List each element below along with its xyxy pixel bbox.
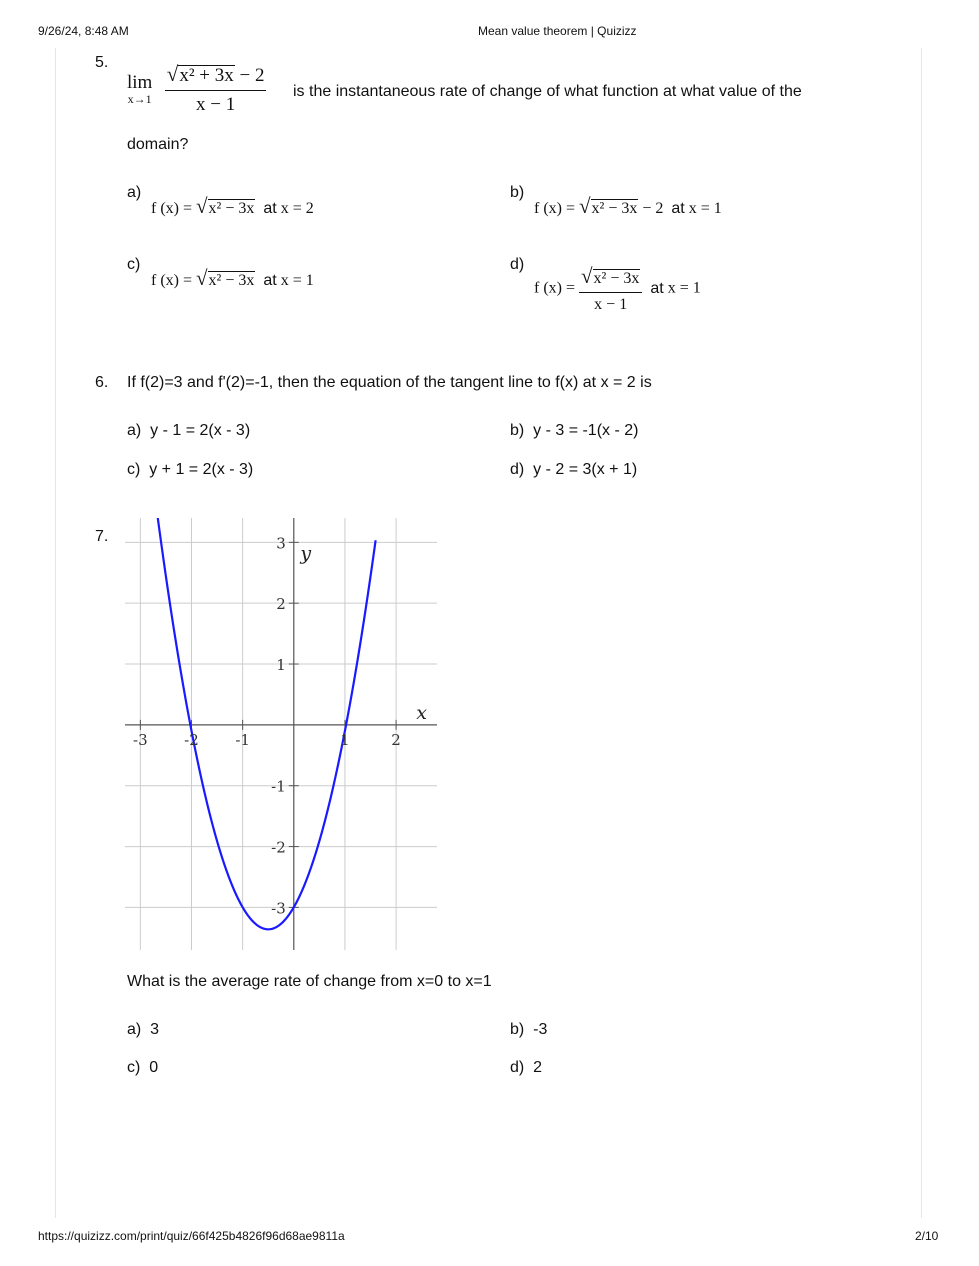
q6-option-c[interactable]: c) y + 1 = 2(x - 3) (127, 461, 254, 478)
q7-option-d[interactable]: d) 2 (510, 1059, 543, 1076)
q5-option-a-label: a) (127, 184, 142, 201)
y-tick-label: -1 (271, 777, 286, 796)
question-7-text: What is the average rate of change from x=0 to x=1 (127, 973, 492, 990)
q5-option-c[interactable]: f (x) = √x² − 3x at x = 1 (151, 266, 314, 290)
y-tick-label: 3 (276, 534, 286, 553)
limit-operator: lim x→1 (127, 71, 153, 106)
q7-option-c[interactable]: c) 0 (127, 1059, 159, 1076)
q5-option-d[interactable]: f (x) = $\frac{\text{√x² − 3x}}{x - 1}$ at x = 1 (534, 264, 701, 313)
y-tick-label: -2 (271, 838, 286, 857)
page-title: Mean value theorem | Quizizz (478, 24, 637, 38)
x-tick-label: 2 (391, 730, 401, 749)
x-tick-label: 1 (340, 730, 350, 749)
question-7-number: 7. (95, 528, 109, 545)
q5-option-b-label: b) (510, 184, 525, 201)
question-6-number: 6. (95, 374, 109, 391)
q6-option-b[interactable]: b) y - 3 = -1(x - 2) (510, 422, 639, 439)
y-axis-label: y (300, 542, 312, 565)
q6-option-a[interactable]: a) y - 1 = 2(x - 3) (127, 422, 251, 439)
footer-url[interactable]: https://quizizz.com/print/quiz/66f425b4826f96d68ae9811a (38, 1229, 345, 1243)
q5-option-c-label: c) (127, 256, 141, 273)
x-tick-label: -1 (235, 730, 250, 749)
q7-option-b[interactable]: b) -3 (510, 1021, 548, 1038)
x-tick-label: -2 (184, 730, 199, 749)
print-datetime: 9/26/24, 8:48 AM (38, 24, 129, 38)
question-6-text: If f(2)=3 and f'(2)=-1, then the equation of the tangent line to f(x) at x = 2 is (127, 374, 652, 391)
y-tick-label: 1 (276, 656, 286, 675)
question-5-expression (127, 62, 266, 116)
q5-option-a[interactable]: f (x) = √x² − 3x at x = 2 (151, 194, 314, 218)
question-5-text-cont: domain? (127, 136, 189, 153)
x-tick-label: -3 (133, 730, 148, 749)
y-tick-label: -3 (271, 899, 286, 918)
limit-fraction: $\frac{\text{√x² + 3x − 2}}{x - 1}$ (166, 62, 265, 115)
left-margin-line (55, 48, 56, 1218)
parabola-graph (125, 518, 437, 950)
q5-option-d-label: d) (510, 256, 525, 273)
q7-option-a[interactable]: a) 3 (127, 1021, 160, 1038)
page-number: 2/10 (915, 1229, 939, 1243)
question-5-number: 5. (95, 54, 109, 71)
q5-option-b[interactable]: f (x) = √x² − 3x − 2 at x = 1 (534, 194, 722, 218)
right-margin-line (921, 48, 922, 1218)
question-5-text: is the instantaneous rate of change of what function at what value of the (293, 83, 802, 100)
x-axis-label: x (416, 701, 428, 724)
q6-option-d[interactable]: d) y - 2 = 3(x + 1) (510, 461, 638, 478)
y-tick-label: 2 (276, 595, 286, 614)
function-curve (156, 518, 376, 929)
